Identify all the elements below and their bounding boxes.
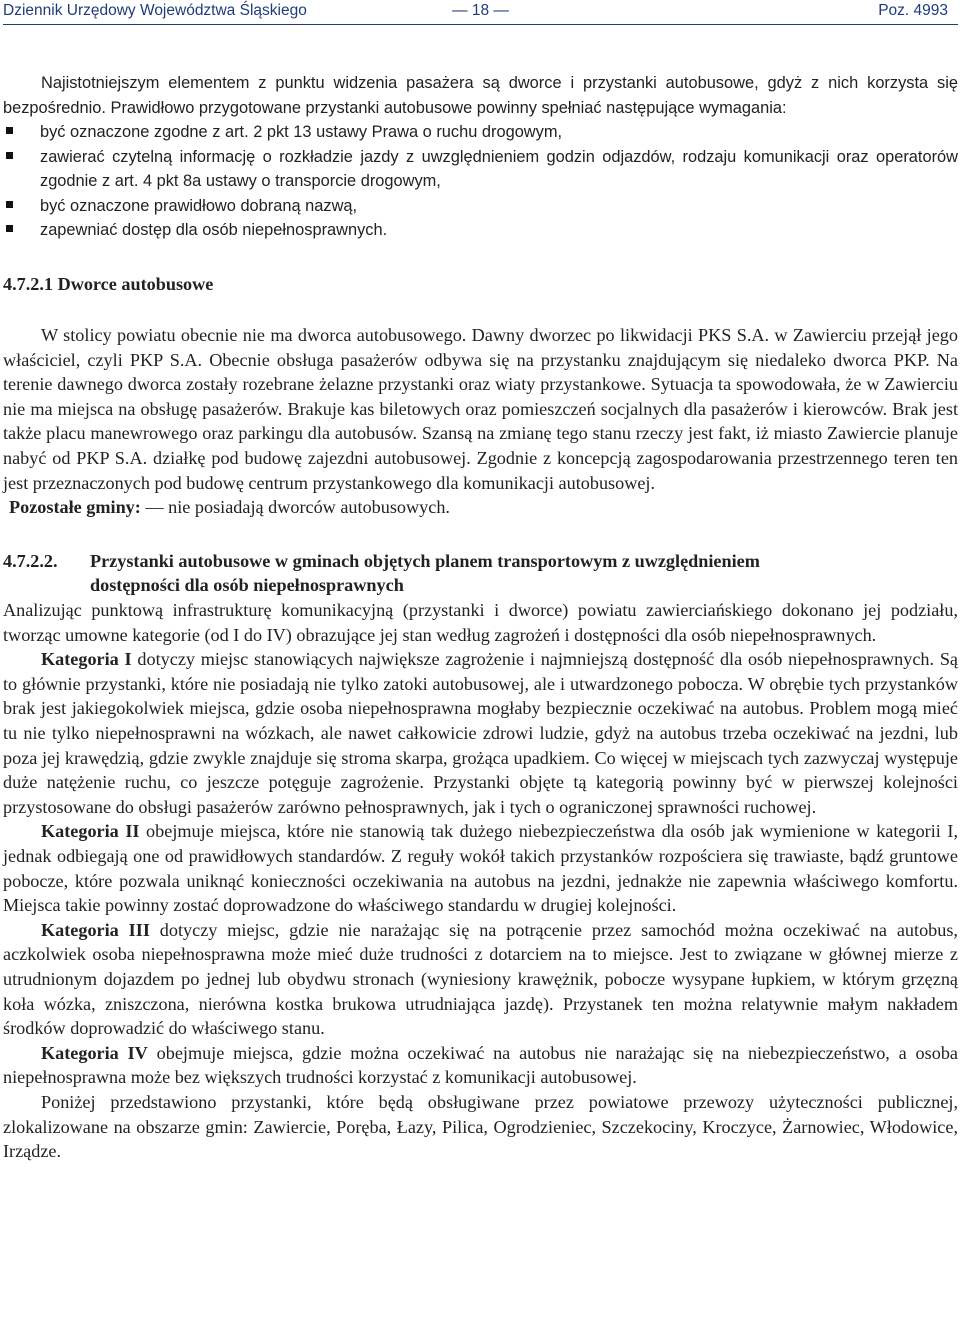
categories-intro-paragraph: Analizując punktową infrastrukturę komunikacyjną (przystanki i dworce) powiatu zawierciańskiego dokonano jej podziału, tworząc umowne kategorie (od I do IV) obrazujące jej stan według zagrożeń i dostępności dla osób niepełnosprawnych. <box>3 600 958 645</box>
other-gminy-label: Pozostałe gminy: <box>9 497 141 518</box>
document-body <box>3 71 958 1164</box>
journal-title: Dziennik Urzędowy Województwa Śląskiego <box>3 2 307 19</box>
category-label: Kategoria II <box>41 821 140 842</box>
list-item-text: zapewniać dostęp dla osób niepełnosprawnych. <box>40 221 388 239</box>
list-item <box>40 120 958 145</box>
page-number: — 18 — <box>452 2 509 19</box>
category-text: dotyczy miejsc stanowiących największe zagrożenie i najmniejszą dostępność dla osób niepełnosprawnych. Są to głównie przystanki, które nie posiadają nie tylko zatoki autobusowej, ale i utwardzonego pobocza. W obrębie tych przystanków brak jest jakiegokolwiek miejsca, gdzie osoba niepełnosprawna mogłaby bezpiecznie oczekiwać na autobus. Problem mogą mieć tu nie tylko niepełnosprawni na wózkach, ale nawet całkowicie zdrowi ludzie, gdyż na autobus trzeba oczekiwać na jezdni, lub poza jej krawędzią, gdzie zwykle znajduje się stroma skarpa, grożąca upadkiem. Co więcej w miejscach tych zazwyczaj występuje duże natężenie ruchu, co jeszcze potęguje zagrożenie. Przystanki objęte tą kategorią powinny być w pierwszej kolejności przystosowane do obsługi pasażerów zarówno pełnosprawnych, jak i tych o ograniczonej sprawności ruchowej. <box>3 649 959 817</box>
other-gminy-text: — nie posiadają dworców autobusowych. <box>140 497 450 518</box>
list-item-text: zawierać czytelną informację o rozkładzie jazdy z uwzględnieniem godzin odjazdów, rodzaju komunikacji oraz operatorów zgodnie z art. 4 pkt 8a ustawy o transporcie drogowym, <box>40 147 958 190</box>
section-heading-dworce: 4.7.2.1 Dworce autobusowe <box>3 273 214 294</box>
section-heading-przystanki <box>3 549 958 598</box>
bullet-square-icon <box>6 225 13 232</box>
requirements-list <box>3 120 958 243</box>
bullet-square-icon <box>6 152 13 159</box>
category-label: Kategoria IV <box>41 1042 148 1063</box>
category-1-paragraph <box>3 647 958 819</box>
list-item-text: być oznaczone zgodne z art. 2 pkt 13 ustawy Prawa o ruchu drogowym, <box>40 123 563 141</box>
category-text: dotyczy miejsc, gdzie nie narażając się na potrącenie przez samochód można oczekiwać na autobus, aczkolwiek osoba niepełnosprawna może mieć duże trudności z dotarciem na to miejsce. Jest to związane w głównej mierze z utrudnionym dojazdem po jednej lub obydwu stronach (wyniesiony krawężnik, pobocze wysypane łupkiem, w którym grzęzną koła wózka, zniszczona, nierówna kostka brukowa utrudniająca jazdę). Przystanek ten można relatywnie małym nakładem środków doprowadzić do właściwego stanu. <box>3 919 958 1039</box>
closing-paragraph: Poniżej przedstawiono przystanki, które będą obsługiwane przez powiatowe przewozy użyteczności publicznej, zlokalizowane na obszarze gmin: Zawiercie, Poręba, Łazy, Pilica, Ogrodzieniec, Szczekociny, Kroczyce, Żarnowiec, Włodowice, Irządze. <box>3 1091 958 1162</box>
position-number: Poz. 4993 <box>878 2 948 19</box>
section-heading-line1: Przystanki autobusowe w gminach objętych planem transportowym z uwzględnieniem <box>90 550 760 571</box>
dworce-paragraph: W stolicy powiatu obecnie nie ma dworca autobusowego. Dawny dworzec po likwidacji PKS S.A. w Zawierciu przejął jego właściciel, czyli PKP S.A. Obecnie obsługa pasażerów odbywa się na przystanku znajdującym się niedaleko dworca PKP. Na terenie dawnego dworca zostały rozebrane żelazne przystanki oraz wiaty przystankowe. Sytuacja ta spowodowała, że w Zawierciu nie ma miejsca na obsługę pasażerów. Brakuje kas biletowych oraz pomieszczeń socjalnych dla pasażerów i kierowców. Brak jest także placu manewrowego oraz parkingu dla autobusów. Szansą na zmianę tego stanu rzeczy jest fakt, iż miasto Zawiercie planuje nabyć od PKP S.A. działkę pod budowę zajezdni autobusowej. Zgodnie z koncepcją zagospodarowania przestrzennego teren ten jest przeznaczonych pod budowę centrum przystankowego dla komunikacji autobusowej. <box>3 325 958 493</box>
category-4-paragraph <box>3 1041 958 1090</box>
section-heading-line2: dostępności dla osób niepełnosprawnych <box>90 575 404 596</box>
category-text: obejmuje miejsca, które nie stanowią tak dużego niebezpieczeństwa dla osób jak wymienione w kategorii I, jednak odbiegają one od prawidłowych standardów. Z reguły wokół takich przystanków rozpościera się trawiaste, bądź gruntowe pobocze, które pozwala uniknąć konieczności oczekiwania na autobus na jezdni, jednakże nie zapewnia właściwego komfortu. Miejsca takie powinny zostać doprowadzone do właściwego standardu w drugiej kolejności. <box>3 821 958 916</box>
category-text: obejmuje miejsca, gdzie można oczekiwać na autobus nie narażając się na niebezpieczeństwo, a osoba niepełnosprawna może bez większych trudności korzystać z komunikacji autobusowej. <box>3 1042 958 1088</box>
page-header <box>3 0 958 25</box>
list-item <box>40 218 958 243</box>
list-item-text: być oznaczone prawidłowo dobraną nazwą, <box>40 196 358 215</box>
section-number: 4.7.2.2. <box>3 550 58 571</box>
bullet-square-icon <box>6 127 13 134</box>
category-label: Kategoria I <box>41 649 132 670</box>
list-item <box>40 145 958 194</box>
intro-paragraph: Najistotniejszym elementem z punktu widzenia pasażera są dworce i przystanki autobusowe, gdyż z nich korzysta się bezpośrednio. Prawidłowo przygotowane przystanki autobusowe powinny spełniać następujące wymagania: <box>3 74 958 117</box>
category-label: Kategoria III <box>41 919 150 940</box>
bullet-square-icon <box>6 201 13 208</box>
category-3-paragraph <box>3 918 958 1041</box>
category-2-paragraph <box>3 819 958 917</box>
other-gminy-paragraph <box>3 495 958 520</box>
list-item <box>40 194 958 219</box>
